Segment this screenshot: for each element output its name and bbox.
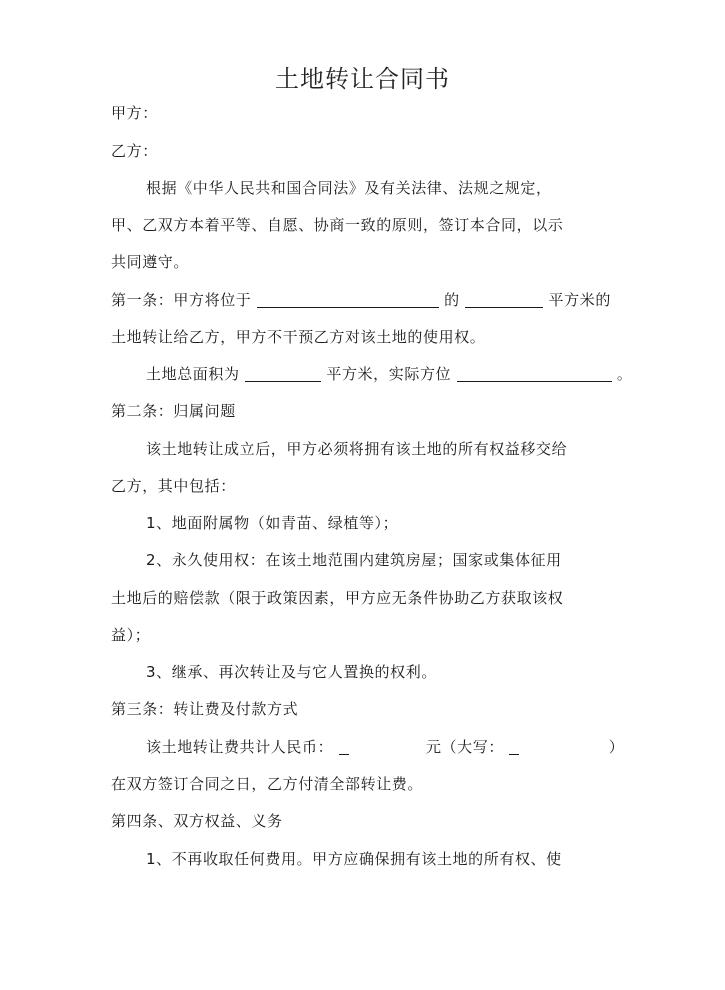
intro-line-3: 共同遵守。 bbox=[111, 253, 190, 271]
article1-text-b: 的 bbox=[444, 291, 460, 309]
total-area-blank[interactable] bbox=[245, 364, 321, 382]
article2-item-3: 3、继承、再次转让及与它人置换的权利。 bbox=[146, 663, 437, 681]
article3-text-a: 该土地转让费共计人民币： bbox=[146, 738, 334, 756]
article1-text-e: 平方米，实际方位 bbox=[326, 365, 452, 383]
article2-item-2-line-2: 土地后的赔偿款（限于政策因素，甲方应无条件协助乙方获取该权 bbox=[111, 589, 564, 607]
article1-text-c: 平方米的 bbox=[548, 291, 611, 309]
article2-item-2-line-1: 2、永久使用权：在该土地范围内建筑房屋；国家或集体征用 bbox=[146, 551, 562, 569]
article4-item-1: 1、不再收取任何费用。甲方应确保拥有该土地的所有权、使 bbox=[146, 850, 562, 868]
amount-blank[interactable] bbox=[339, 737, 349, 755]
article1-text-f: 。 bbox=[616, 365, 633, 383]
document-title: 土地转让合同书 bbox=[275, 65, 450, 93]
article1-text-a: 第一条：甲方将位于 bbox=[111, 291, 252, 309]
article2-heading: 第二条：归属问题 bbox=[111, 402, 236, 420]
article1-line-3 bbox=[146, 362, 665, 386]
article3-text-b: 元（大写： bbox=[425, 738, 504, 756]
article1-line-2: 土地转让给乙方，甲方不干预乙方对该土地的使用权。 bbox=[111, 328, 486, 346]
article3-heading: 第三条：转让费及付款方式 bbox=[111, 700, 299, 718]
party-a-label: 甲方： bbox=[111, 104, 158, 122]
location-blank[interactable] bbox=[257, 290, 439, 308]
article3-line-2: 在双方签订合同之日，乙方付清全部转让费。 bbox=[111, 775, 424, 793]
intro-line-2: 甲、乙双方本着平等、自愿、协商一致的原则，签订本合同，以示 bbox=[111, 216, 564, 234]
area-blank[interactable] bbox=[465, 290, 543, 308]
article3-line-1 bbox=[146, 735, 665, 759]
article2-item-2-line-3: 益）； bbox=[111, 626, 151, 644]
article3-text-c: ） bbox=[608, 738, 625, 756]
article1-text-d: 土地总面积为 bbox=[146, 365, 240, 383]
party-b-label: 乙方： bbox=[111, 142, 158, 160]
article2-line-1: 该土地转让成立后，甲方必须将拥有该土地的所有权益移交给 bbox=[146, 440, 568, 458]
orientation-blank[interactable] bbox=[457, 364, 612, 382]
article2-line-2: 乙方，其中包括： bbox=[111, 477, 236, 495]
amount-words-blank[interactable] bbox=[509, 737, 519, 755]
article1-line-1 bbox=[111, 288, 665, 312]
article4-heading: 第四条、双方权益、义务 bbox=[111, 812, 283, 830]
intro-line-1: 根据《中华人民共和国合同法》及有关法律、法规之规定， bbox=[146, 179, 552, 197]
article2-item-1: 1、地面附属物（如青苗、绿植等）； bbox=[146, 514, 399, 532]
